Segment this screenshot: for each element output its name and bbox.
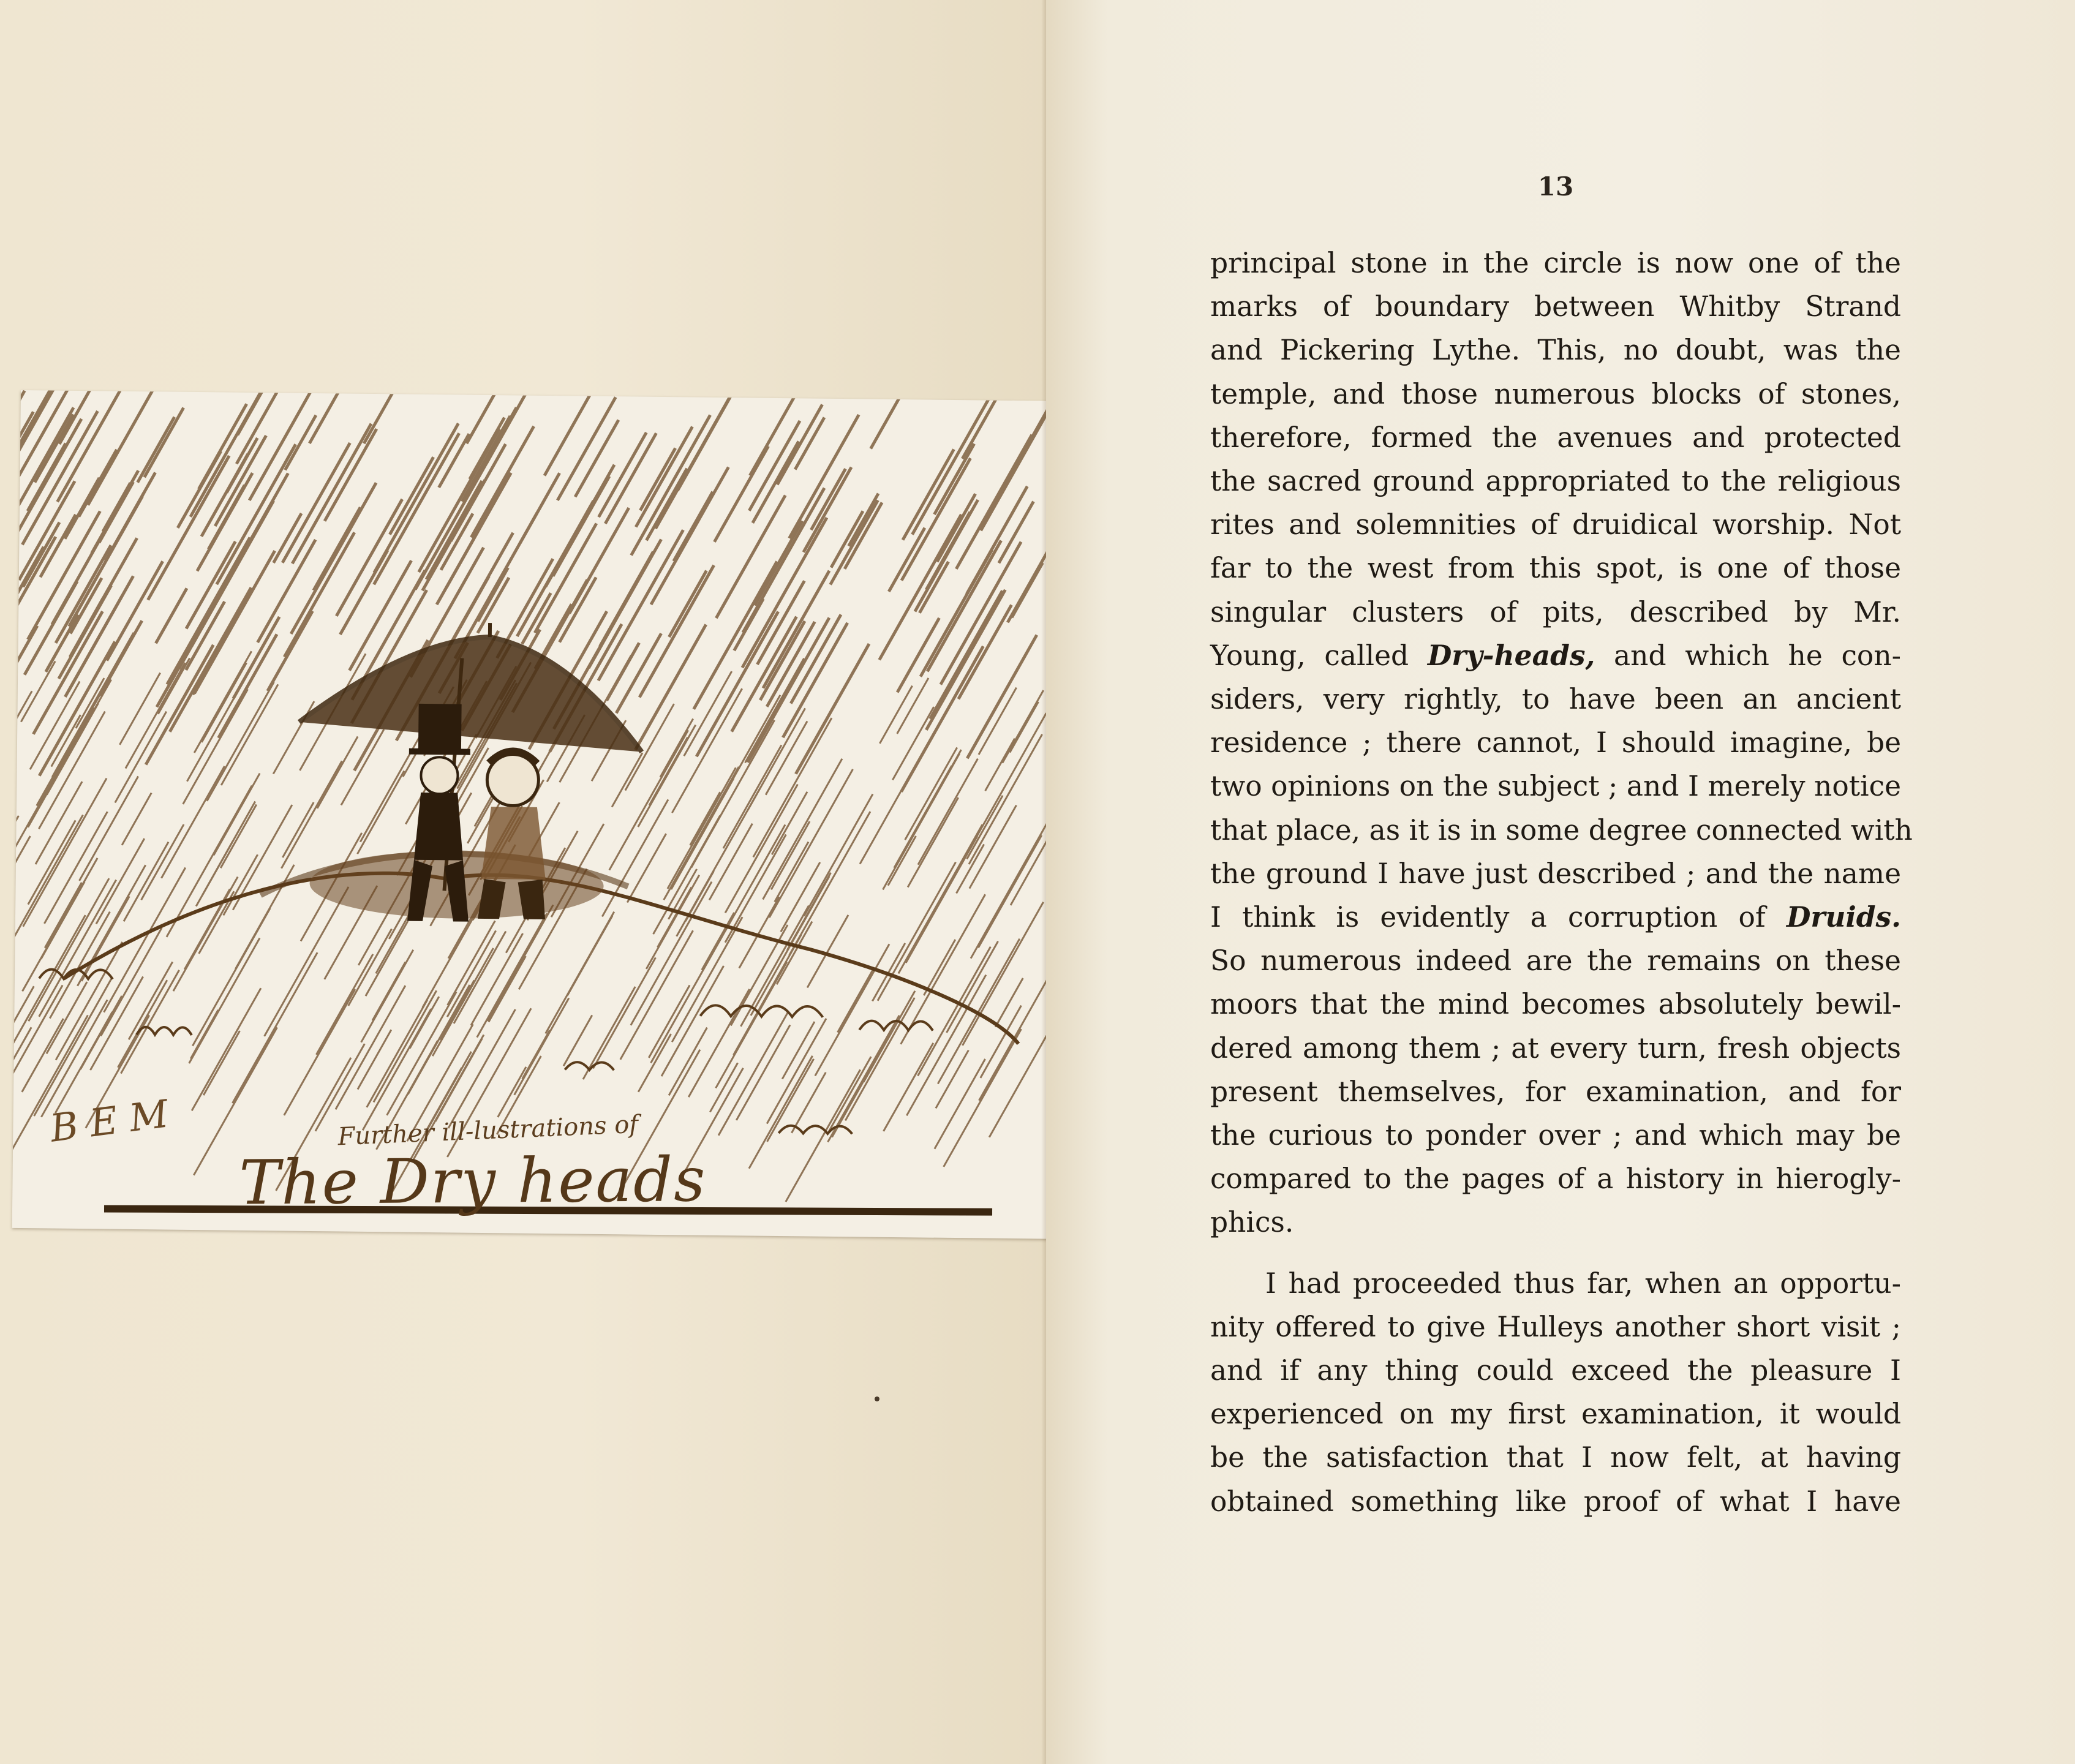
rain-stroke: [336, 499, 402, 617]
text-line: So numerous indeed are the remains on these: [1210, 944, 1901, 978]
rain-stroke: [716, 495, 785, 619]
ink-dot: [875, 1396, 879, 1401]
rain-stroke: [864, 990, 915, 1082]
rain-stroke: [314, 507, 360, 590]
rain-stroke: [748, 707, 805, 810]
rain-stroke: [189, 937, 260, 1064]
rain-stroke: [77, 864, 145, 987]
rain-stroke: [12, 622, 13, 726]
rain-stroke: [390, 457, 433, 535]
text-line: the curious to ponder over ; and which may be: [1210, 1119, 1901, 1152]
text-line: singular clusters of pits, described by Mr.: [1210, 595, 1901, 628]
rain-stroke: [22, 1018, 64, 1092]
rain-stroke: [568, 915, 613, 996]
rain-stroke: [560, 577, 597, 643]
text-line: two opinions on the subject ; and I merely notice: [1210, 770, 1901, 803]
rain-stroke: [190, 1009, 218, 1059]
rain-stroke: [743, 487, 824, 633]
rain-stroke: [638, 725, 696, 827]
rain-stroke: [605, 432, 656, 524]
rain-stroke: [361, 949, 413, 1043]
rain-stroke: [178, 451, 221, 529]
rain-stroke: [489, 956, 526, 1022]
rain-stroke: [115, 711, 167, 804]
rain-stroke: [33, 611, 102, 735]
rain-stroke: [34, 978, 111, 1117]
sketch-initials: B E M: [47, 1091, 171, 1151]
rain-stroke: [12, 605, 13, 676]
rain-stroke: [203, 801, 255, 895]
rain-stroke: [967, 795, 1003, 859]
rain-stroke: [915, 499, 978, 612]
rain-stroke: [845, 997, 914, 1121]
rain-stroke: [366, 921, 408, 997]
rain-stroke: [924, 939, 955, 995]
rain-stroke: [284, 532, 355, 658]
rain-stroke: [664, 766, 739, 901]
rain-stroke: [557, 396, 616, 500]
rain-stroke: [937, 494, 976, 562]
rain-stroke: [967, 635, 1037, 760]
rain-stroke: [906, 974, 986, 1116]
rain-stroke: [56, 941, 122, 1061]
text-line: phics.: [1210, 1206, 1294, 1239]
rain-stroke: [341, 729, 384, 805]
rain-stroke: [962, 390, 1008, 459]
sketch-caption-small: Further ill-lustrations of: [337, 1110, 639, 1152]
rain-stroke: [156, 588, 187, 644]
text-line: compared to the pages of a history in hierogly-: [1210, 1163, 1901, 1196]
rain-stroke: [905, 747, 957, 840]
rain-stroke: [520, 473, 560, 544]
rain-stroke: [674, 491, 713, 562]
rain-stroke: [12, 690, 32, 826]
rain-stroke: [58, 390, 129, 502]
rain-stroke: [488, 904, 553, 1022]
rain-stroke: [12, 669, 13, 801]
rain-stroke: [148, 455, 230, 601]
rain-stroke: [220, 804, 256, 869]
text-line: present themselves, for examination, and for: [1210, 1075, 1901, 1108]
rain-stroke: [646, 875, 699, 970]
rain-stroke: [995, 978, 1023, 1028]
rain-stroke: [570, 507, 629, 614]
rain-stroke: [669, 570, 706, 638]
rain-stroke: [39, 879, 116, 1017]
rain-stroke: [838, 968, 874, 1033]
rain-stroke: [35, 414, 73, 483]
rain-stroke: [930, 590, 1003, 720]
text-line: moors that the mind becomes absolutely bewil-: [1210, 988, 1901, 1021]
ink-sketch-card: [12, 390, 1062, 1239]
text-line-mixed: [1210, 634, 1901, 677]
rain-stroke: [224, 854, 258, 916]
rain-stroke: [284, 989, 355, 1116]
rain-stroke: [908, 797, 958, 888]
rain-stroke: [340, 549, 388, 635]
text-line: that place, as it is in some degree connected with: [1210, 813, 1913, 846]
rain-stroke: [889, 527, 925, 592]
rain-stroke: [598, 529, 684, 682]
rain-stroke: [725, 783, 797, 913]
rain-umbrella-sketch: [12, 390, 1062, 1239]
rain-stroke: [796, 643, 869, 775]
rain-stroke: [236, 390, 290, 464]
rain-stroke: [627, 834, 666, 903]
bushes: [37, 969, 933, 1134]
rain-stroke: [221, 684, 278, 786]
text-line: residence ; there cannot, I should imagine, be: [1210, 726, 1901, 760]
rain-stroke: [913, 399, 989, 535]
rain-stroke: [1010, 701, 1039, 753]
rain-stroke: [265, 886, 348, 1038]
rain-stroke: [282, 802, 314, 858]
text-fragment: I think is evidently a corruption of: [1210, 901, 1766, 934]
rain-stroke: [477, 913, 547, 1038]
rain-stroke: [12, 835, 31, 907]
rain-stroke: [478, 567, 508, 621]
rain-stroke: [563, 1015, 592, 1066]
rain-stroke: [985, 738, 1015, 791]
rain-stroke: [989, 1035, 1047, 1138]
body-text: [1210, 241, 1913, 1523]
rain-stroke: [233, 952, 318, 1104]
text-line: siders, very rightly, to have been an ancient: [1210, 683, 1901, 716]
rain-stroke: [522, 1030, 550, 1079]
rain-stroke: [145, 407, 184, 478]
rain-stroke: [941, 541, 1021, 685]
italic-term-dry-heads: Dry-heads,: [1427, 638, 1595, 672]
rain-stroke: [214, 773, 260, 856]
rain-stroke: [12, 1027, 32, 1177]
rain-stroke: [192, 987, 261, 1111]
rain-stroke: [971, 823, 1047, 959]
rain-stroke: [448, 1009, 515, 1129]
rain-stroke: [970, 805, 1017, 889]
text-fragment: and which he con-: [1614, 639, 1902, 672]
rain-stroke: [646, 468, 687, 541]
text-line: therefore, formed the avenues and protected: [1210, 421, 1901, 454]
rain-stroke: [906, 835, 977, 963]
rain-stroke: [161, 766, 224, 879]
rain-stroke: [99, 481, 134, 543]
rain-stroke: [888, 835, 916, 886]
rain-stroke: [12, 815, 19, 876]
rain-stroke: [884, 1042, 933, 1132]
rain-stroke: [830, 500, 878, 585]
rain-stroke: [935, 1058, 985, 1149]
rain-stroke: [292, 423, 371, 564]
text-fragment: Young, called: [1210, 639, 1409, 672]
rain-stroke: [725, 824, 785, 931]
rain-stroke: [883, 753, 960, 891]
rain-stroke: [273, 701, 314, 774]
rain-stroke: [141, 824, 184, 900]
text-line: temple, and those numerous blocks of stones,: [1210, 377, 1901, 410]
text-line: marks of boundary between Whitby Strand: [1210, 290, 1901, 323]
text-line: rites and solemnities of druidical worship. Not: [1210, 508, 1901, 541]
rain-stroke: [167, 785, 252, 938]
rain-stroke: [498, 1066, 526, 1117]
rain-stroke: [364, 390, 402, 444]
text-line: I had proceeded thus far, when an opportu-: [1265, 1267, 1901, 1300]
rain-stroke: [374, 990, 437, 1102]
text-line: the ground I have just described ; and the name: [1210, 857, 1901, 890]
rain-stroke: [122, 793, 151, 845]
rain-stroke: [938, 938, 1019, 1085]
rain-stroke: [661, 965, 724, 1077]
rain-stroke: [638, 1034, 671, 1093]
rain-stroke: [710, 1063, 737, 1112]
rain-stroke: [203, 1030, 239, 1095]
text-line: be the satisfaction that I now felt, at having: [1210, 1441, 1901, 1474]
rain-stroke: [651, 923, 729, 1063]
rain-stroke: [871, 396, 900, 449]
rain-stroke: [316, 954, 373, 1055]
rain-stroke: [690, 792, 720, 846]
italic-term-druids: Druids.: [1786, 900, 1902, 934]
rain-stroke: [919, 561, 948, 613]
rain-stroke: [358, 771, 404, 854]
rain-stroke: [804, 793, 873, 917]
rain-stroke: [944, 1028, 1022, 1167]
rain-stroke: [999, 501, 1034, 564]
rain-stroke: [186, 541, 235, 629]
rain-stroke: [28, 820, 75, 905]
rain-stroke: [281, 760, 342, 869]
rain-stroke: [173, 876, 238, 992]
text-line: dered among them ; at every turn, fresh objects: [1210, 1031, 1901, 1065]
rain-stroke: [447, 930, 495, 1018]
rain-stroke: [348, 929, 392, 1006]
rain-stroke: [612, 753, 642, 808]
rain-stroke: [755, 521, 802, 606]
rain-stroke: [544, 390, 595, 476]
text-line: nity offered to give Hulleys another short visit ;: [1210, 1310, 1901, 1343]
paragraph-gap: [1210, 1245, 1901, 1262]
sketch-caption-large: The Dry heads: [239, 1144, 707, 1219]
rain-stroke: [829, 1056, 872, 1131]
text-line: obtained something like proof of what I have: [1210, 1485, 1901, 1518]
text-line: experienced on my first examination, it would: [1210, 1398, 1901, 1431]
rain-stroke: [791, 1072, 826, 1133]
text-line: and Pickering Lythe. This, no doubt, was the: [1210, 334, 1901, 367]
rain-stroke: [59, 390, 97, 445]
text-line: principal stone in the circle is now one of the: [1210, 247, 1901, 279]
page-number: 13: [1537, 172, 1574, 202]
rain-stroke: [315, 1043, 364, 1131]
rain-stroke: [517, 500, 593, 637]
rain-stroke: [126, 662, 185, 769]
rain-stroke: [138, 417, 175, 483]
text-line: and if any thing could exceed the pleasure I: [1210, 1354, 1901, 1387]
rain-stroke: [219, 634, 277, 739]
rain-stroke: [233, 616, 279, 699]
text-line-mixed: [1210, 895, 1901, 939]
rain-stroke: [831, 511, 863, 568]
text-line: the sacred ground appropriated to the religious: [1210, 465, 1901, 498]
rain-stroke: [978, 835, 1042, 949]
rain-stroke: [772, 791, 807, 854]
rain-stroke: [607, 643, 639, 701]
rain-stroke: [317, 736, 358, 809]
rain-stroke: [486, 390, 533, 464]
text-line: far to the west from this spot, is one of those: [1210, 552, 1901, 585]
